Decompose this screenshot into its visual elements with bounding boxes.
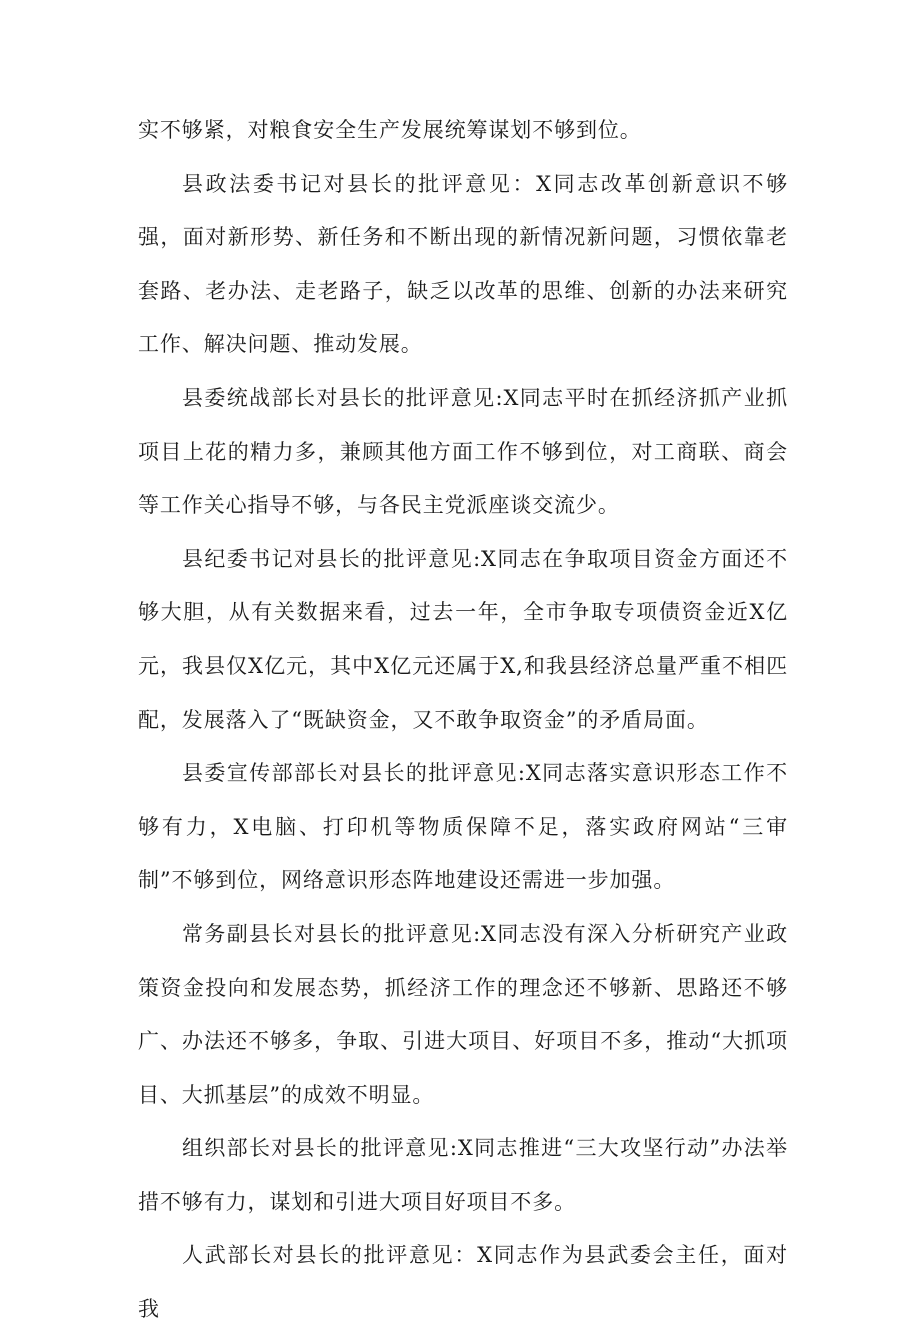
paragraph: 实不够紧，对粮食安全生产发展统筹谋划不够到位。	[138, 118, 642, 142]
paragraph: 县纪委书记对县长的批评意见:X同志在争取项目资金方面还不够大胆，从有关数据来看，过去一年，全市争取专项债资金近X亿元，我县仅X亿元，其中X亿元还属于X,和我县经济总量严重不相匹配，发展落入了“既缺资金，又不敢争取资金”的矛盾局面。	[138, 546, 788, 732]
paragraph: 县委统战部长对县长的批评意见:X同志平时在抓经济抓产业抓项目上花的精力多，兼顾其他方面工作不够到位，对工商联、商会等工作关心指导不够，与各民主党派座谈交流少。	[138, 385, 788, 518]
paragraph: 县政法委书记对县长的批评意见：X同志改革创新意识不够强，面对新形势、新任务和不断出现的新情况新问题，习惯依靠老套路、老办法、走老路子，缺乏以改革的思维、创新的办法来研究工作、解决问题、推动发展。	[138, 171, 788, 357]
paragraph: 县委宣传部部长对县长的批评意见:X同志落实意识形态工作不够有力，X电脑、打印机等物质保障不足，落实政府网站“三审制”不够到位，网络意识形态阵地建设还需进一步加强。	[138, 761, 788, 893]
paragraph: 组织部长对县长的批评意见:X同志推进“三大攻坚行动”办法举措不够有力，谋划和引进大项目好项目不多。	[138, 1136, 788, 1214]
paragraph: 人武部长对县长的批评意见：X同志作为县武委会主任，面对我	[138, 1243, 788, 1322]
paragraph: 常务副县长对县长的批评意见:X同志没有深入分析研究产业政策资金投向和发展态势，抓经济工作的理念还不够新、思路还不够广、办法还不够多，争取、引进大项目、好项目不多，推动“大抓项目、大抓基层”的成效不明显。	[138, 921, 788, 1107]
document-page	[138, 104, 788, 1337]
